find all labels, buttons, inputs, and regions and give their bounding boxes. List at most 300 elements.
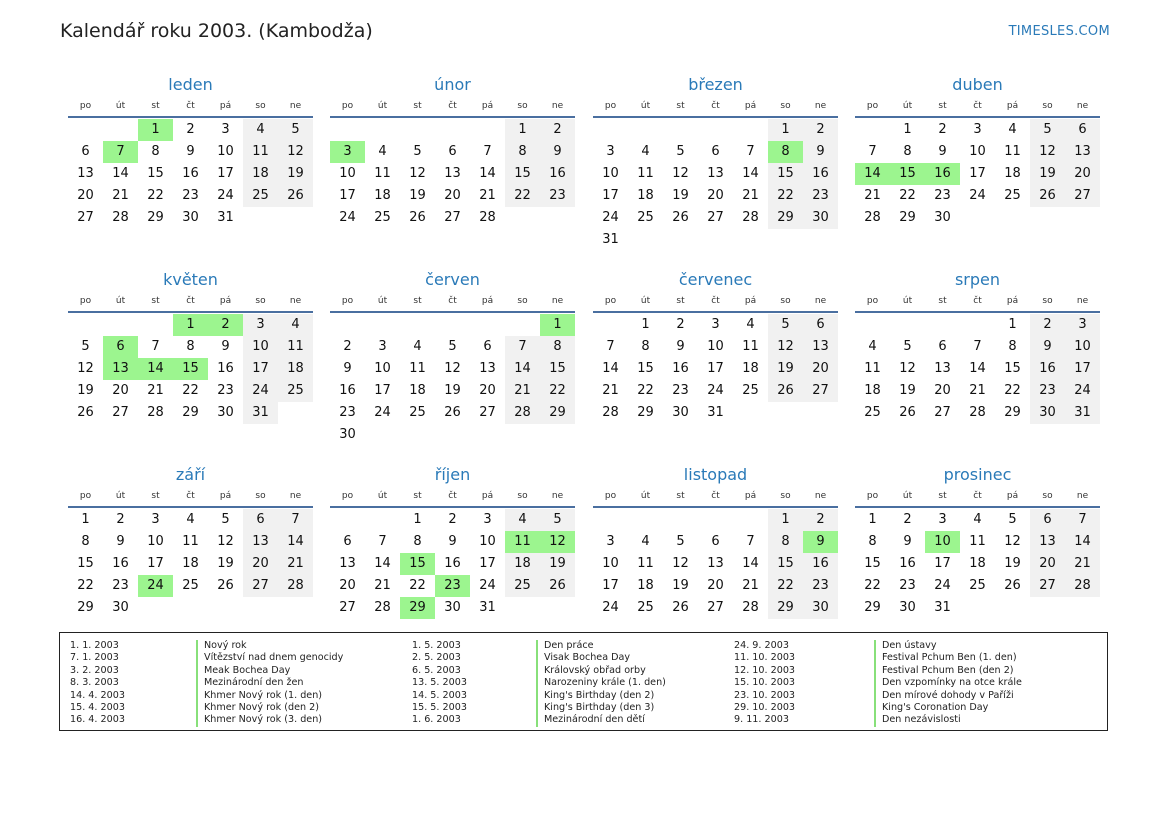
- day-cell: 5: [676, 534, 685, 549]
- day-cell: 15: [77, 556, 94, 571]
- day-cell: 12: [278, 141, 313, 163]
- day-cell: 12: [217, 534, 234, 549]
- month-name: srpen: [954, 270, 1001, 289]
- day-cell: 19: [278, 163, 313, 185]
- holiday-date: 29. 10. 2003: [734, 701, 796, 713]
- weekday-label: so: [517, 296, 528, 306]
- day-cell: 3: [243, 314, 278, 336]
- day-cell: 2: [676, 317, 685, 332]
- holiday-name: Khmer Nový rok (1. den): [196, 690, 322, 702]
- day-cell: 10: [217, 144, 234, 159]
- day-cell: 20: [1030, 553, 1065, 575]
- day-cell: 16: [1030, 358, 1065, 380]
- weekday-header: [593, 486, 838, 508]
- day-cell: 16: [112, 556, 129, 571]
- day-cell: 17: [602, 578, 619, 593]
- weekday-label: pá: [481, 296, 494, 306]
- day-cell: 22: [77, 578, 94, 593]
- day-cell: 13: [707, 166, 724, 181]
- day-cell: 14: [505, 358, 540, 380]
- day-cell: 25: [409, 405, 426, 420]
- holiday-day-cell: 15: [400, 553, 435, 575]
- day-cell: 5: [540, 509, 575, 531]
- month-2: [330, 74, 575, 229]
- day-cell: 17: [1065, 358, 1100, 380]
- weekday-label: so: [517, 101, 528, 111]
- holiday-date: 3. 2. 2003: [70, 664, 119, 676]
- day-cell: 17: [374, 383, 391, 398]
- day-cell: 25: [1004, 188, 1021, 203]
- month-5: [68, 269, 313, 424]
- day-cell: 28: [1065, 575, 1100, 597]
- day-cell: 13: [934, 361, 951, 376]
- day-cell: 29: [864, 600, 881, 615]
- day-cell: 23: [803, 185, 838, 207]
- month-name: červenec: [678, 270, 753, 289]
- holiday-date: 6. 5. 2003: [412, 664, 461, 676]
- day-cell: 5: [1008, 512, 1017, 527]
- weekday-label: ne: [289, 491, 302, 501]
- day-cell: 22: [147, 188, 164, 203]
- day-cell: 7: [1065, 509, 1100, 531]
- holiday-name: Festival Pchum Ben (den 2): [874, 665, 1014, 677]
- day-cell: 23: [540, 185, 575, 207]
- empty-cell: [890, 314, 925, 336]
- weekday-label: ne: [289, 296, 302, 306]
- day-cell: 18: [409, 383, 426, 398]
- empty-cell: [103, 314, 138, 336]
- legend-row: [60, 652, 1100, 664]
- empty-cell: [365, 119, 400, 141]
- weekday-label: pá: [1006, 296, 1019, 306]
- day-cell: 15: [768, 553, 803, 575]
- day-cell: 29: [768, 597, 803, 619]
- holiday-day-cell: 8: [768, 141, 803, 163]
- day-cell: 20: [243, 553, 278, 575]
- day-cell: 24: [707, 383, 724, 398]
- day-cell: 5: [448, 339, 457, 354]
- day-cell: 4: [973, 512, 982, 527]
- day-cell: 9: [186, 144, 195, 159]
- legend-row: [60, 690, 1100, 702]
- holiday-name: Královský obřad orby: [536, 665, 646, 677]
- day-cell: 15: [505, 163, 540, 185]
- weekday-header: [593, 96, 838, 118]
- day-cell: 16: [672, 361, 689, 376]
- day-grid: [68, 314, 313, 424]
- day-cell: 19: [1004, 556, 1021, 571]
- day-cell: 24: [969, 188, 986, 203]
- month-1: [68, 74, 313, 229]
- day-cell: 9: [343, 361, 352, 376]
- weekday-label: po: [79, 491, 92, 501]
- weekday-label: ne: [814, 296, 827, 306]
- weekday-label: čt: [973, 491, 982, 501]
- day-cell: 16: [217, 361, 234, 376]
- day-cell: 3: [1065, 314, 1100, 336]
- day-cell: 20: [444, 188, 461, 203]
- day-cell: 3: [938, 512, 947, 527]
- day-cell: 22: [409, 578, 426, 593]
- day-cell: 1: [768, 509, 803, 531]
- day-cell: 29: [540, 402, 575, 424]
- empty-cell: [365, 314, 400, 336]
- day-cell: 20: [1065, 163, 1100, 185]
- day-cell: 22: [864, 578, 881, 593]
- month-name: prosinec: [943, 465, 1012, 484]
- day-cell: 29: [1004, 405, 1021, 420]
- day-cell: 14: [742, 556, 759, 571]
- weekday-label: po: [604, 296, 617, 306]
- day-cell: 9: [540, 141, 575, 163]
- day-cell: 15: [147, 166, 164, 181]
- day-cell: 29: [147, 210, 164, 225]
- day-cell: 30: [934, 210, 951, 225]
- day-cell: 30: [444, 600, 461, 615]
- day-cell: 6: [803, 314, 838, 336]
- day-cell: 15: [540, 358, 575, 380]
- weekday-label: pá: [744, 296, 757, 306]
- day-cell: 13: [1030, 531, 1065, 553]
- day-cell: 15: [768, 163, 803, 185]
- month-4: [855, 74, 1100, 229]
- day-cell: 1: [413, 512, 422, 527]
- empty-cell: [68, 119, 103, 141]
- day-cell: 18: [1004, 166, 1021, 181]
- holiday-name: King's Coronation Day: [874, 702, 988, 714]
- empty-cell: [330, 314, 365, 336]
- day-cell: 14: [969, 361, 986, 376]
- day-grid: [593, 314, 838, 424]
- holiday-name: Khmer Nový rok (den 2): [196, 702, 319, 714]
- day-cell: 4: [868, 339, 877, 354]
- day-cell: 13: [479, 361, 496, 376]
- weekday-label: so: [1042, 296, 1053, 306]
- day-cell: 10: [602, 556, 619, 571]
- legend-row: [60, 677, 1100, 689]
- weekday-label: so: [780, 296, 791, 306]
- holiday-name: Den práce: [536, 640, 594, 652]
- holiday-date: 16. 4. 2003: [70, 714, 125, 726]
- day-cell: 16: [899, 556, 916, 571]
- day-cell: 1: [1008, 317, 1017, 332]
- day-cell: 22: [540, 380, 575, 402]
- weekday-label: st: [938, 101, 947, 111]
- weekday-header: [593, 291, 838, 313]
- day-cell: 31: [243, 402, 278, 424]
- day-cell: 9: [116, 534, 125, 549]
- weekday-label: st: [938, 491, 947, 501]
- day-cell: 24: [243, 380, 278, 402]
- day-cell: 17: [602, 188, 619, 203]
- weekday-label: so: [255, 491, 266, 501]
- weekday-label: čt: [711, 491, 720, 501]
- day-cell: 21: [278, 553, 313, 575]
- weekday-label: st: [676, 101, 685, 111]
- day-cell: 7: [973, 339, 982, 354]
- day-cell: 17: [147, 556, 164, 571]
- month-name: květen: [163, 270, 218, 289]
- day-grid: [330, 314, 575, 446]
- day-cell: 22: [768, 575, 803, 597]
- day-cell: 28: [374, 600, 391, 615]
- day-cell: 20: [112, 383, 129, 398]
- weekday-label: út: [902, 491, 913, 501]
- holiday-day-cell: 16: [925, 163, 960, 185]
- day-cell: 30: [803, 597, 838, 619]
- weekday-label: pá: [219, 491, 232, 501]
- day-cell: 21: [479, 188, 496, 203]
- day-cell: 5: [278, 119, 313, 141]
- day-cell: 16: [444, 556, 461, 571]
- day-cell: 21: [505, 380, 540, 402]
- day-cell: 3: [221, 122, 230, 137]
- month-11: [593, 464, 838, 619]
- weekday-label: so: [1042, 101, 1053, 111]
- day-cell: 10: [707, 339, 724, 354]
- day-cell: 20: [707, 188, 724, 203]
- day-cell: 8: [868, 534, 877, 549]
- day-cell: 30: [339, 427, 356, 442]
- day-grid: [855, 314, 1100, 424]
- day-cell: 24: [479, 578, 496, 593]
- day-cell: 14: [602, 361, 619, 376]
- day-cell: 18: [864, 383, 881, 398]
- holiday-date: 23. 10. 2003: [734, 689, 796, 701]
- day-cell: 18: [637, 578, 654, 593]
- day-cell: 23: [803, 575, 838, 597]
- day-cell: 9: [221, 339, 230, 354]
- day-cell: 10: [374, 361, 391, 376]
- day-cell: 20: [479, 383, 496, 398]
- holiday-day-cell: 29: [400, 597, 435, 619]
- empty-cell: [435, 314, 470, 336]
- day-cell: 9: [448, 534, 457, 549]
- day-cell: 26: [672, 600, 689, 615]
- day-cell: 19: [672, 188, 689, 203]
- day-cell: 11: [742, 339, 759, 354]
- weekday-label: so: [255, 296, 266, 306]
- day-cell: 12: [672, 556, 689, 571]
- day-cell: 1: [903, 122, 912, 137]
- day-cell: 27: [803, 380, 838, 402]
- day-cell: 13: [243, 531, 278, 553]
- day-cell: 14: [479, 166, 496, 181]
- day-cell: 13: [339, 556, 356, 571]
- empty-cell: [733, 509, 768, 531]
- day-cell: 6: [938, 339, 947, 354]
- day-cell: 20: [707, 578, 724, 593]
- day-cell: 5: [903, 339, 912, 354]
- day-cell: 23: [339, 405, 356, 420]
- day-cell: 6: [1030, 509, 1065, 531]
- empty-cell: [365, 509, 400, 531]
- day-cell: 23: [217, 383, 234, 398]
- weekday-label: čt: [973, 296, 982, 306]
- day-cell: 21: [374, 578, 391, 593]
- holiday-date: 7. 1. 2003: [70, 652, 119, 664]
- day-cell: 21: [112, 188, 129, 203]
- weekday-header: [855, 291, 1100, 313]
- day-cell: 22: [768, 185, 803, 207]
- day-cell: 4: [378, 144, 387, 159]
- day-cell: 11: [637, 556, 654, 571]
- day-cell: 4: [641, 534, 650, 549]
- day-cell: 6: [711, 534, 720, 549]
- day-cell: 23: [1030, 380, 1065, 402]
- empty-cell: [330, 509, 365, 531]
- day-cell: 19: [409, 188, 426, 203]
- day-cell: 21: [864, 188, 881, 203]
- day-cell: 13: [707, 556, 724, 571]
- day-cell: 3: [151, 512, 160, 527]
- day-cell: 2: [448, 512, 457, 527]
- day-cell: 4: [1008, 122, 1017, 137]
- day-cell: 8: [768, 531, 803, 553]
- day-cell: 9: [903, 534, 912, 549]
- day-cell: 30: [899, 600, 916, 615]
- weekday-header: [330, 96, 575, 118]
- legend-row: [60, 665, 1100, 677]
- weekday-label: po: [866, 491, 879, 501]
- holiday-date: 13. 5. 2003: [412, 677, 467, 689]
- day-cell: 16: [803, 163, 838, 185]
- day-cell: 7: [505, 336, 540, 358]
- holiday-day-cell: 12: [540, 531, 575, 553]
- day-cell: 27: [707, 210, 724, 225]
- empty-cell: [68, 314, 103, 336]
- day-cell: 18: [969, 556, 986, 571]
- month-7: [593, 269, 838, 424]
- holiday-name: Khmer Nový rok (3. den): [196, 714, 322, 726]
- day-cell: 15: [864, 556, 881, 571]
- day-cell: 4: [278, 314, 313, 336]
- weekday-label: so: [780, 101, 791, 111]
- day-cell: 12: [77, 361, 94, 376]
- day-cell: 19: [899, 383, 916, 398]
- day-cell: 26: [217, 578, 234, 593]
- legend-column: [60, 640, 1100, 727]
- day-cell: 25: [243, 185, 278, 207]
- brand-link[interactable]: TIMESLES.COM: [1008, 24, 1110, 39]
- empty-cell: [470, 119, 505, 141]
- empty-cell: [505, 314, 540, 336]
- month-10: [330, 464, 575, 619]
- day-cell: 11: [1004, 144, 1021, 159]
- day-cell: 27: [112, 405, 129, 420]
- day-cell: 17: [479, 556, 496, 571]
- day-cell: 26: [278, 185, 313, 207]
- weekday-label: pá: [481, 491, 494, 501]
- weekday-label: po: [79, 101, 92, 111]
- empty-cell: [103, 119, 138, 141]
- day-cell: 6: [1065, 119, 1100, 141]
- holiday-day-cell: 11: [505, 531, 540, 553]
- day-cell: 18: [278, 358, 313, 380]
- holiday-day-cell: 1: [173, 314, 208, 336]
- weekday-label: čt: [186, 296, 195, 306]
- weekday-label: ne: [551, 491, 564, 501]
- holiday-name: Festival Pchum Ben (1. den): [874, 652, 1017, 664]
- day-cell: 22: [899, 188, 916, 203]
- day-cell: 18: [742, 361, 759, 376]
- day-cell: 11: [243, 141, 278, 163]
- holiday-day-cell: 7: [103, 141, 138, 163]
- day-cell: 19: [444, 383, 461, 398]
- day-cell: 17: [339, 188, 356, 203]
- day-cell: 18: [182, 556, 199, 571]
- day-cell: 28: [969, 405, 986, 420]
- day-cell: 11: [409, 361, 426, 376]
- day-cell: 15: [637, 361, 654, 376]
- holiday-name: King's Birthday (den 3): [536, 702, 654, 714]
- day-cell: 26: [77, 405, 94, 420]
- day-cell: 4: [186, 512, 195, 527]
- weekday-label: út: [377, 101, 388, 111]
- day-cell: 24: [602, 600, 619, 615]
- day-cell: 19: [540, 553, 575, 575]
- day-cell: 28: [147, 405, 164, 420]
- empty-cell: [593, 119, 628, 141]
- day-cell: 23: [899, 578, 916, 593]
- day-cell: 14: [374, 556, 391, 571]
- day-cell: 2: [343, 339, 352, 354]
- day-cell: 26: [1004, 578, 1021, 593]
- weekday-label: pá: [219, 296, 232, 306]
- day-cell: 28: [602, 405, 619, 420]
- day-cell: 28: [479, 210, 496, 225]
- day-cell: 3: [711, 317, 720, 332]
- day-cell: 24: [1065, 380, 1100, 402]
- day-cell: 14: [1065, 531, 1100, 553]
- day-cell: 11: [969, 534, 986, 549]
- weekday-label: út: [640, 491, 651, 501]
- weekday-label: ne: [551, 296, 564, 306]
- weekday-label: st: [413, 101, 422, 111]
- holiday-date: 14. 4. 2003: [70, 689, 125, 701]
- day-cell: 14: [742, 166, 759, 181]
- day-cell: 6: [483, 339, 492, 354]
- day-cell: 30: [803, 207, 838, 229]
- weekday-label: po: [341, 296, 354, 306]
- day-cell: 16: [540, 163, 575, 185]
- empty-cell: [855, 119, 890, 141]
- holiday-legend: [59, 632, 1108, 731]
- day-cell: 10: [969, 144, 986, 159]
- holiday-name: Narozeniny krále (1. den): [536, 677, 666, 689]
- day-cell: 2: [903, 512, 912, 527]
- day-cell: 8: [413, 534, 422, 549]
- weekday-label: ne: [814, 101, 827, 111]
- day-cell: 6: [243, 509, 278, 531]
- day-cell: 24: [934, 578, 951, 593]
- day-cell: 12: [672, 166, 689, 181]
- empty-cell: [628, 509, 663, 531]
- legend-row: [60, 714, 1100, 726]
- day-cell: 27: [444, 210, 461, 225]
- day-grid: [593, 509, 838, 619]
- day-cell: 10: [602, 166, 619, 181]
- day-cell: 29: [182, 405, 199, 420]
- day-cell: 21: [1065, 553, 1100, 575]
- day-cell: 23: [182, 188, 199, 203]
- day-cell: 5: [221, 512, 230, 527]
- day-cell: 2: [116, 512, 125, 527]
- day-cell: 27: [339, 600, 356, 615]
- day-cell: 7: [378, 534, 387, 549]
- day-cell: 18: [505, 553, 540, 575]
- empty-cell: [470, 314, 505, 336]
